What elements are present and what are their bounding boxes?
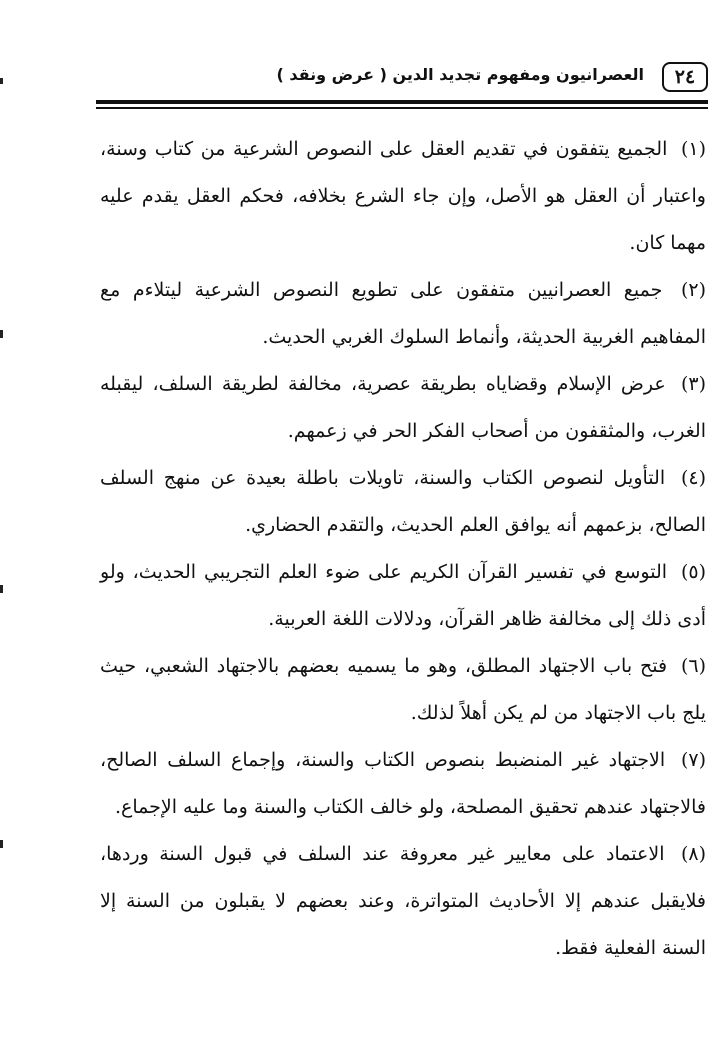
list-item <box>100 267 706 361</box>
item-text: فتح باب الاجتهاد المطلق، وهو ما يسميه بعضهم بالاجتهاد الشعبي، حيث يلج باب الاجتهاد من لم يكن أهلاً لذلك. <box>100 655 706 724</box>
body-text <box>100 126 706 972</box>
item-number: (٢) <box>680 279 706 301</box>
running-title: العصرانيون ومفهوم تجديد الدين ( عرض ونقد ) <box>276 65 644 84</box>
scan-edge-mark <box>0 585 3 593</box>
list-item <box>100 549 706 643</box>
list-item <box>100 455 706 549</box>
item-text: جميع العصرانيين متفقون على تطويع النصوص الشرعية ليتلاءم مع المفاهيم الغربية الحديثة، وأنماط السلوك الغربي الحديث. <box>100 279 706 348</box>
item-text: الجميع يتفقون في تقديم العقل على النصوص الشرعية من كتاب وسنة، واعتبار أن العقل هو الأصل، وإن جاء الشرع بخلافه، فحكم العقل يقدم عليه مهما كان. <box>100 138 706 254</box>
item-text: الاجتهاد غير المنضبط بنصوص الكتاب والسنة، وإجماع السلف الصالح، فالاجتهاد عندهم تحقيق المصلحة، ولو خالف الكتاب والسنة وما عليه الإجماع. <box>100 749 706 818</box>
list-item <box>100 831 706 972</box>
item-text: التوسع في تفسير القرآن الكريم على ضوء العلم التجريبي الحديث، ولو أدى ذلك إلى مخالفة ظاهر القرآن، ودلالات اللغة العربية. <box>100 561 706 630</box>
header-rule-thick <box>96 100 708 104</box>
item-text: الاعتماد على معايير غير معروفة عند السلف في قبول السنة وردها، فلايقبل عندهم إلا الأحاديث المتواترة، وعند بعضهم لا يقبلون من السنة إلا السنة الفعلية فقط. <box>100 843 706 959</box>
item-number: (٦) <box>680 655 706 677</box>
item-number: (٣) <box>680 373 707 395</box>
item-number: (١) <box>680 138 706 160</box>
list-item <box>100 643 706 737</box>
scan-edge-mark <box>0 78 3 84</box>
page-header <box>96 58 708 98</box>
item-number: (٧) <box>680 749 706 771</box>
item-number: (٤) <box>680 467 706 489</box>
scan-edge-mark <box>0 840 3 848</box>
item-text: عرض الإسلام وقضاياه بطريقة عصرية، مخالفة لطريقة السلف، ليقبله الغرب، والمثقفون من أصحاب الفكر الحر في زعمهم. <box>100 373 706 442</box>
scan-edge-mark <box>0 330 3 338</box>
page-number: ٢٤ <box>662 62 708 92</box>
item-number: (٨) <box>680 843 706 865</box>
list-item <box>100 361 706 455</box>
list-item <box>100 737 706 831</box>
item-number: (٥) <box>680 561 706 583</box>
item-text: التأويل لنصوص الكتاب والسنة، تاويلات باطلة بعيدة عن منهج السلف الصالح، بزعمهم أنه يوافق العلم الحديث، والتقدم الحضاري. <box>100 467 706 536</box>
header-rule-thin <box>96 107 708 109</box>
list-item <box>100 126 706 267</box>
